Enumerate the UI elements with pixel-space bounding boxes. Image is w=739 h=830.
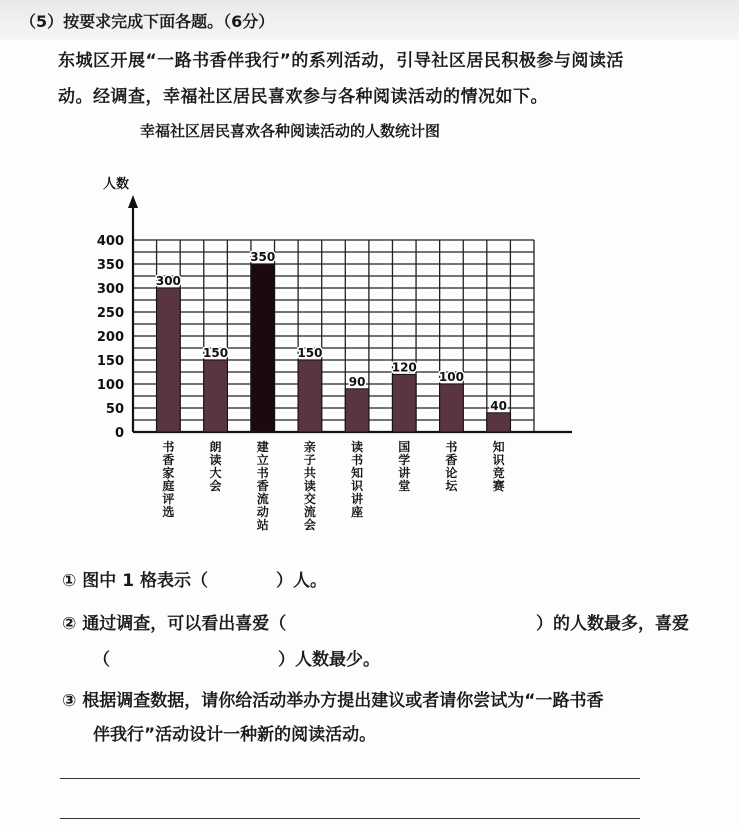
bar [392, 374, 416, 432]
x-tick-label: 朗读大会 [209, 440, 222, 493]
bar [157, 288, 181, 432]
y-tick-label: 150 [96, 354, 124, 369]
y-tick-label: 0 [114, 426, 124, 441]
bar-value-label: 350 [250, 250, 276, 264]
x-tick-label: 国学讲堂 [398, 440, 411, 493]
bar [251, 264, 275, 432]
question-paragraph-line2: 动。经调查，幸福社区居民喜欢参与各种阅读活动的情况如下。 [58, 87, 548, 107]
chart-title: 幸福社区居民喜欢各种阅读活动的人数统计图 [140, 122, 441, 140]
bar [298, 360, 322, 432]
y-tick-label: 200 [96, 330, 124, 345]
sub-question-3-line1: ③ 根据调查数据，请你给活动举办方提出建议或者请你尝试为“一路书香 [62, 691, 604, 711]
bar [345, 389, 369, 432]
sub-question-2-part-d: ）人数最少。 [278, 650, 380, 670]
bar-value-label: 150 [203, 346, 229, 360]
y-tick-label: 400 [96, 234, 124, 249]
bar-chart [0, 160, 739, 560]
sub-question-1: ① 图中 1 格表示（ ）人。 [62, 571, 327, 591]
y-tick-label: 100 [96, 378, 124, 393]
bar-value-label: 100 [438, 370, 464, 384]
y-tick-label: 50 [105, 402, 124, 417]
question-paragraph-line1: 东城区开展“一路书香伴我行”的系列活动，引导社区居民积极参与阅读活 [58, 51, 624, 71]
y-axis-label: 人数 [103, 177, 130, 192]
sub-question-2-part-b: ）的人数最多，喜爱 [536, 614, 689, 634]
x-tick-label: 建立书香流动站 [256, 440, 269, 532]
bar [487, 413, 511, 432]
sub-question-3-line2: 伴我行”活动设计一种新的阅读活动。 [93, 725, 377, 745]
y-tick-label: 300 [96, 282, 124, 297]
chart-grid [133, 240, 534, 432]
x-tick-label: 读书知识讲座 [351, 440, 364, 519]
sub-question-2-part-a: ② 通过调查，可以看出喜爱（ [62, 614, 287, 634]
x-tick-label: 知识竞赛 [492, 440, 505, 493]
bar [204, 360, 228, 432]
bar-value-label: 90 [348, 374, 366, 389]
x-tick-label: 书香论坛 [445, 440, 458, 493]
x-tick-label: 书香家庭评选 [162, 440, 175, 519]
question-heading: （5）按要求完成下面各题。（6分） [20, 12, 275, 31]
sub-question-2-part-c: （ [93, 650, 110, 670]
answer-line-1[interactable] [60, 778, 640, 779]
y-tick-label: 350 [96, 258, 124, 273]
y-tick-label: 250 [96, 306, 124, 321]
y-axis-arrow [128, 195, 138, 208]
bar-value-label: 150 [297, 346, 323, 360]
x-tick-label: 亲子共读交流会 [303, 440, 316, 532]
bar-value-label: 120 [391, 360, 417, 375]
answer-line-2[interactable] [60, 818, 640, 819]
bar-value-label: 40 [490, 398, 507, 413]
bar [440, 384, 464, 432]
bar-value-label: 300 [155, 274, 181, 288]
